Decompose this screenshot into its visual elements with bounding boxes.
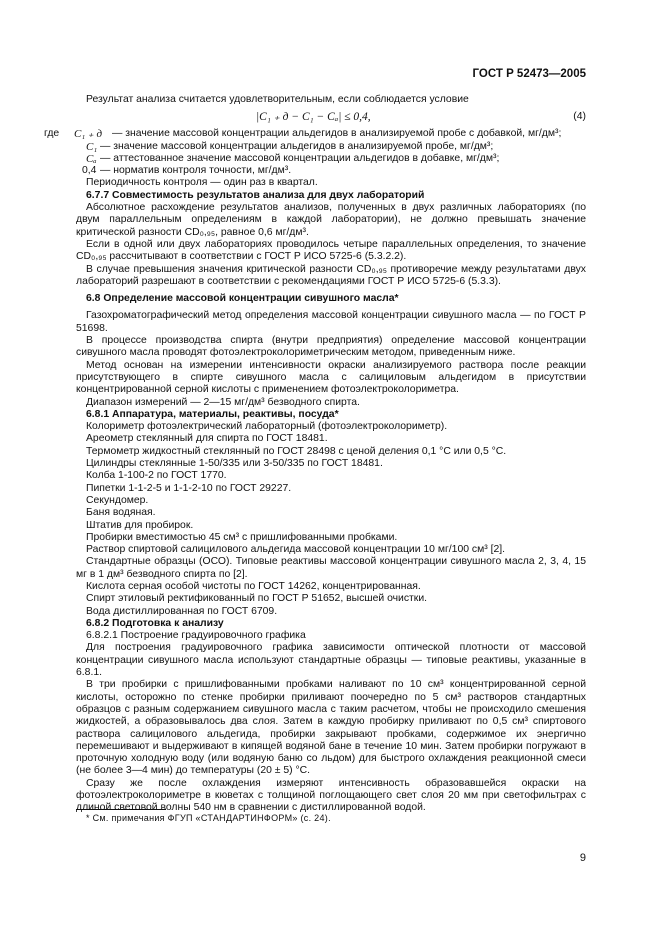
paragraph: В процессе производства спирта (внутри предприятия) определение массовой концентрации сивушного масла проводят фотоэлектроколориметрическим методом, приведенным ниже. bbox=[76, 335, 586, 359]
section-heading: 6.7.7 Совместимость результатов анализа для двух лабораторий bbox=[86, 189, 425, 201]
formula-number: (4) bbox=[573, 111, 586, 123]
footnote: * См. примечания ФГУП «СТАНДАРТИНФОРМ» (с. 24). bbox=[86, 813, 331, 823]
list-item: Баня водяная. bbox=[86, 507, 156, 519]
list-item: Ареометр стеклянный для спирта по ГОСТ 18481. bbox=[86, 433, 328, 445]
paragraph: В случае превышения значения критической разности CD₀,₉₅ противоречие между результатами двух лабораторий разрешают в соответствии с рекомендациями ГОСТ Р ИСО 5725-6 (5.3.3). bbox=[76, 263, 586, 287]
section-heading: 6.8.2 Подготовка к анализу bbox=[86, 617, 224, 629]
definition-symbol: C₁ bbox=[86, 140, 98, 153]
list-item: Кислота серная особой чистоты по ГОСТ 14262, концентрированная. bbox=[86, 580, 421, 592]
list-item: Секундомер. bbox=[86, 494, 149, 506]
list-item: Вода дистиллированная по ГОСТ 6709. bbox=[86, 605, 278, 617]
paragraph: В три пробирки с пришлифованными пробками наливают по 10 см³ концентрированной серной кислоты, осторожно по стенке пробирки приливают поочередно по 5 см³ растворов стандартных образцов с разным содержанием сивушного масла с таким расчетом, чтобы не происходило смешения жидкостей, а образовывалось два слоя. Затем в каждую пробирку приливают по 0,5 см³ спиртового раствора салицилового альдегида, пробирки закрывают пробками, содержимое их энергично перемешивают и выдерживают в кипящей водяной бане в течение 10 мин. Затем пробирки погружают в проточную холодную воду (или водяную баню со льдом) для быстрого охлаждения реакционной смеси (не более 3—4 мин) до температуры (20 ± 5) °С. bbox=[76, 679, 586, 777]
list-item: Цилиндры стеклянные 1-50/335 или 3-50/335 по ГОСТ 18481. bbox=[86, 458, 383, 470]
page-body bbox=[44, 94, 586, 815]
list-item: Спирт этиловый ректификованный по ГОСТ Р 51652, высшей очистки. bbox=[86, 593, 428, 605]
definition-text: — значение массовой концентрации альдегидов в анализируемой пробе с добавкой, мг/дм³; bbox=[112, 128, 562, 140]
subsection-heading: 6.8.2.1 Построение градуировочного графика bbox=[86, 630, 306, 642]
paragraph: Результат анализа считается удовлетворительным, если соблюдается условие bbox=[86, 94, 469, 105]
paragraph: Метод основан на измерении интенсивности окраски анализируемого раствора после реакции присутствующего в спирте сивушного масла с салициловым альдегидом в присутствии концентрированной серной кислоты с применением фотоэлектроколориметра. bbox=[76, 359, 586, 396]
formula: |C₁ ₊ д − C₁ − Cₐ| ≤ 0,4, bbox=[256, 111, 371, 124]
paragraph: Периодичность контроля — один раз в квартал. bbox=[86, 177, 318, 189]
page-number: 9 bbox=[579, 852, 586, 864]
definition-row bbox=[44, 128, 586, 141]
definition-row bbox=[76, 153, 586, 165]
list-item: Колба 1-100-2 по ГОСТ 1770. bbox=[86, 470, 227, 482]
list-item: Колориметр фотоэлектрический лабораторный (фотоэлектроколориметр). bbox=[86, 421, 448, 433]
definition-text: — норматив контроля точности, мг/дм³. bbox=[100, 165, 292, 177]
equipment-list bbox=[76, 421, 586, 618]
footnote-divider bbox=[76, 809, 166, 810]
definition-symbol: C₁ ₊ д bbox=[74, 128, 103, 141]
where-label: где bbox=[44, 128, 60, 140]
definition-row bbox=[76, 141, 586, 153]
formula-row bbox=[76, 108, 586, 126]
paragraph: Для построения градуировочного графика зависимости оптической плотности от массовой концентрации сивушного масла используют стандартные образцы — типовые реактивы, указанные в 6.8.1. bbox=[76, 642, 586, 679]
list-item: Термометр жидкостный стеклянный по ГОСТ 28498 с ценой деления 0,1 °С или 0,5 °С. bbox=[86, 445, 507, 457]
footnote-area bbox=[76, 809, 586, 823]
list-item: Пробирки вместимостью 45 см³ с пришлифованными пробками. bbox=[86, 531, 398, 543]
section-heading: 6.8.1 Аппаратура, материалы, реактивы, посуда* bbox=[86, 408, 339, 420]
list-item: Штатив для пробирок. bbox=[86, 519, 194, 531]
definition-text: — значение массовой концентрации альдегидов в анализируемой пробе, мг/дм³; bbox=[100, 140, 494, 152]
definition-symbol: 0,4 bbox=[82, 165, 97, 177]
list-item: Раствор спиртовой салицилового альдегида массовой концентрации 10 мг/100 см³ [2]. bbox=[86, 544, 506, 556]
list-item: Пипетки 1-1-2-5 и 1-1-2-10 по ГОСТ 29227. bbox=[86, 482, 292, 494]
paragraph: Газохроматографический метод определения массовой концентрации сивушного масла — по ГОСТ Р 51698. bbox=[76, 310, 586, 334]
definition-row bbox=[76, 165, 586, 177]
section-heading: 6.8 Определение массовой концентрации сивушного масла* bbox=[86, 293, 399, 305]
paragraph: Абсолютное расхождение результатов анализов, полученных в двух различных лабораториях (по двум параллельным определениям в каждой лаборатории), не должно превышать значение критической разности CD₀,₉₅, равное 0,6 мг/дм³. bbox=[76, 202, 586, 238]
paragraph: Если в одной или двух лабораториях проводилось четыре параллельных определения, то значение CD₀,₉₅ рассчитывают в соответствии с ГОСТ Р ИСО 5725-6 (5.3.2.2). bbox=[76, 238, 586, 263]
list-item: Стандартные образцы (ОСО). Типовые реактивы массовой концентрации сивушного масла 2, 3, 4, 15 мг в 1 дм³ безводного спирта по [2]. bbox=[76, 556, 586, 580]
document-header: ГОСТ Р 52473—2005 bbox=[472, 68, 586, 80]
paragraph: Сразу же после охлаждения измеряют интенсивность образовавшейся окраски на фотоэлектроколориметре в кюветах с толщиной поглощающего свет слоя 20 мм при светофильтрах с длиной световой волны 540 нм в сравнении с дистиллированной водой. bbox=[76, 777, 586, 814]
definition-text: — аттестованное значение массовой концентрации альдегидов в добавке, мг/дм³; bbox=[100, 152, 500, 164]
paragraph: Диапазон измерений — 2—15 мг/дм³ безводного спирта. bbox=[86, 396, 360, 408]
definition-symbol: Cₐ bbox=[86, 152, 97, 165]
